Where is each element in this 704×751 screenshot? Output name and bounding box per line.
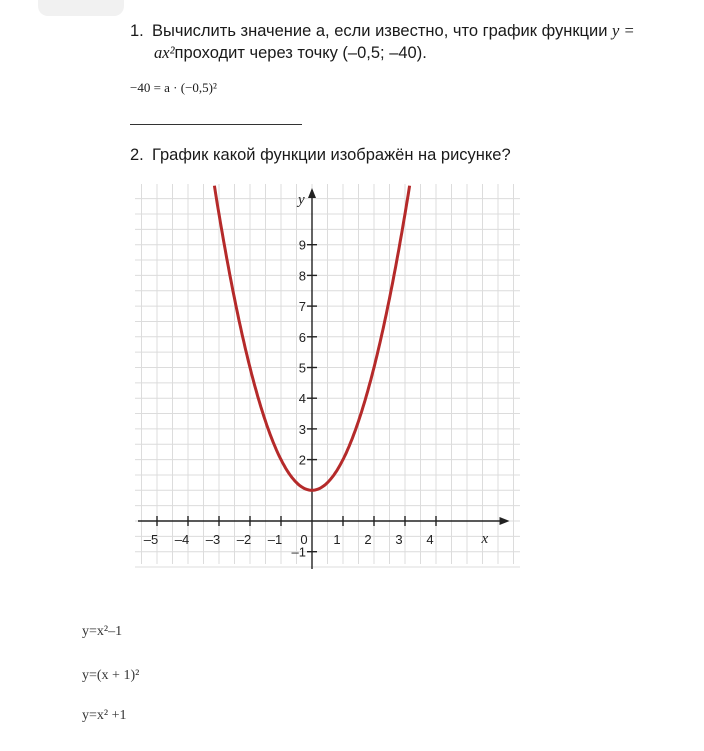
data-point [234,298,236,300]
x-tick-label: –3 [205,532,221,547]
data-point [389,298,391,300]
data-point [327,482,329,484]
question-1-text: Вычислить значение а, если известно, что график функции [152,22,608,40]
question-1 [130,20,690,64]
function-graph [130,184,525,569]
y-tick-label: 5 [298,360,306,376]
y-tick-label: 4 [298,391,306,407]
x-tick-label: –5 [143,532,159,547]
question-2-text: График какой функции изображён на рисунке? [152,146,511,164]
question-2 [130,144,511,166]
y-tick-label: –1 [291,544,306,560]
x-tick-label: –4 [174,532,190,547]
x-tick-label: 1 [333,532,341,547]
data-point [342,459,344,461]
y-tick-label: 8 [298,268,306,284]
y-tick-label: 2 [298,452,306,468]
question-1-number: 1. [130,22,144,40]
question-1-text2: проходит через точку (–0,5; –40). [174,44,427,62]
data-point [249,367,251,369]
data-point [404,213,406,215]
y-tick-label: 6 [298,329,306,345]
x-tick-label: 2 [364,532,372,547]
answer-blank-line [130,114,302,125]
y-tick-label: 9 [298,237,306,253]
x-tick-label: 3 [395,532,403,547]
data-point [280,459,282,461]
top-bar [38,0,124,16]
y-tick-label: 7 [298,299,306,315]
answer-option-1[interactable]: y=x²–1 [82,624,123,639]
y-tick-label: 3 [298,421,306,437]
answer-option-3[interactable]: y=x² +1 [82,708,127,723]
equation: −40 = a · (−0,5)² [130,80,217,95]
question-2-number: 2. [130,146,144,164]
data-point [265,420,267,422]
y-axis-arrow [308,188,316,198]
x-axis-arrow [500,517,510,525]
y-axis-label: y [298,192,305,208]
x-tick-label: 0 [300,532,308,547]
data-point [218,213,220,215]
data-point [358,420,360,422]
x-axis-label: x [481,531,489,547]
question-1-formula-ax2: ax² [154,43,175,62]
question-1-formula-y: y = [612,21,635,40]
x-tick-label: –2 [236,532,252,547]
answer-option-2[interactable]: y=(x + 1)² [82,668,140,683]
data-point [296,482,298,484]
data-point [311,490,313,492]
x-tick-label: 4 [426,532,434,547]
x-tick-label: –1 [267,532,283,547]
data-point [373,367,375,369]
